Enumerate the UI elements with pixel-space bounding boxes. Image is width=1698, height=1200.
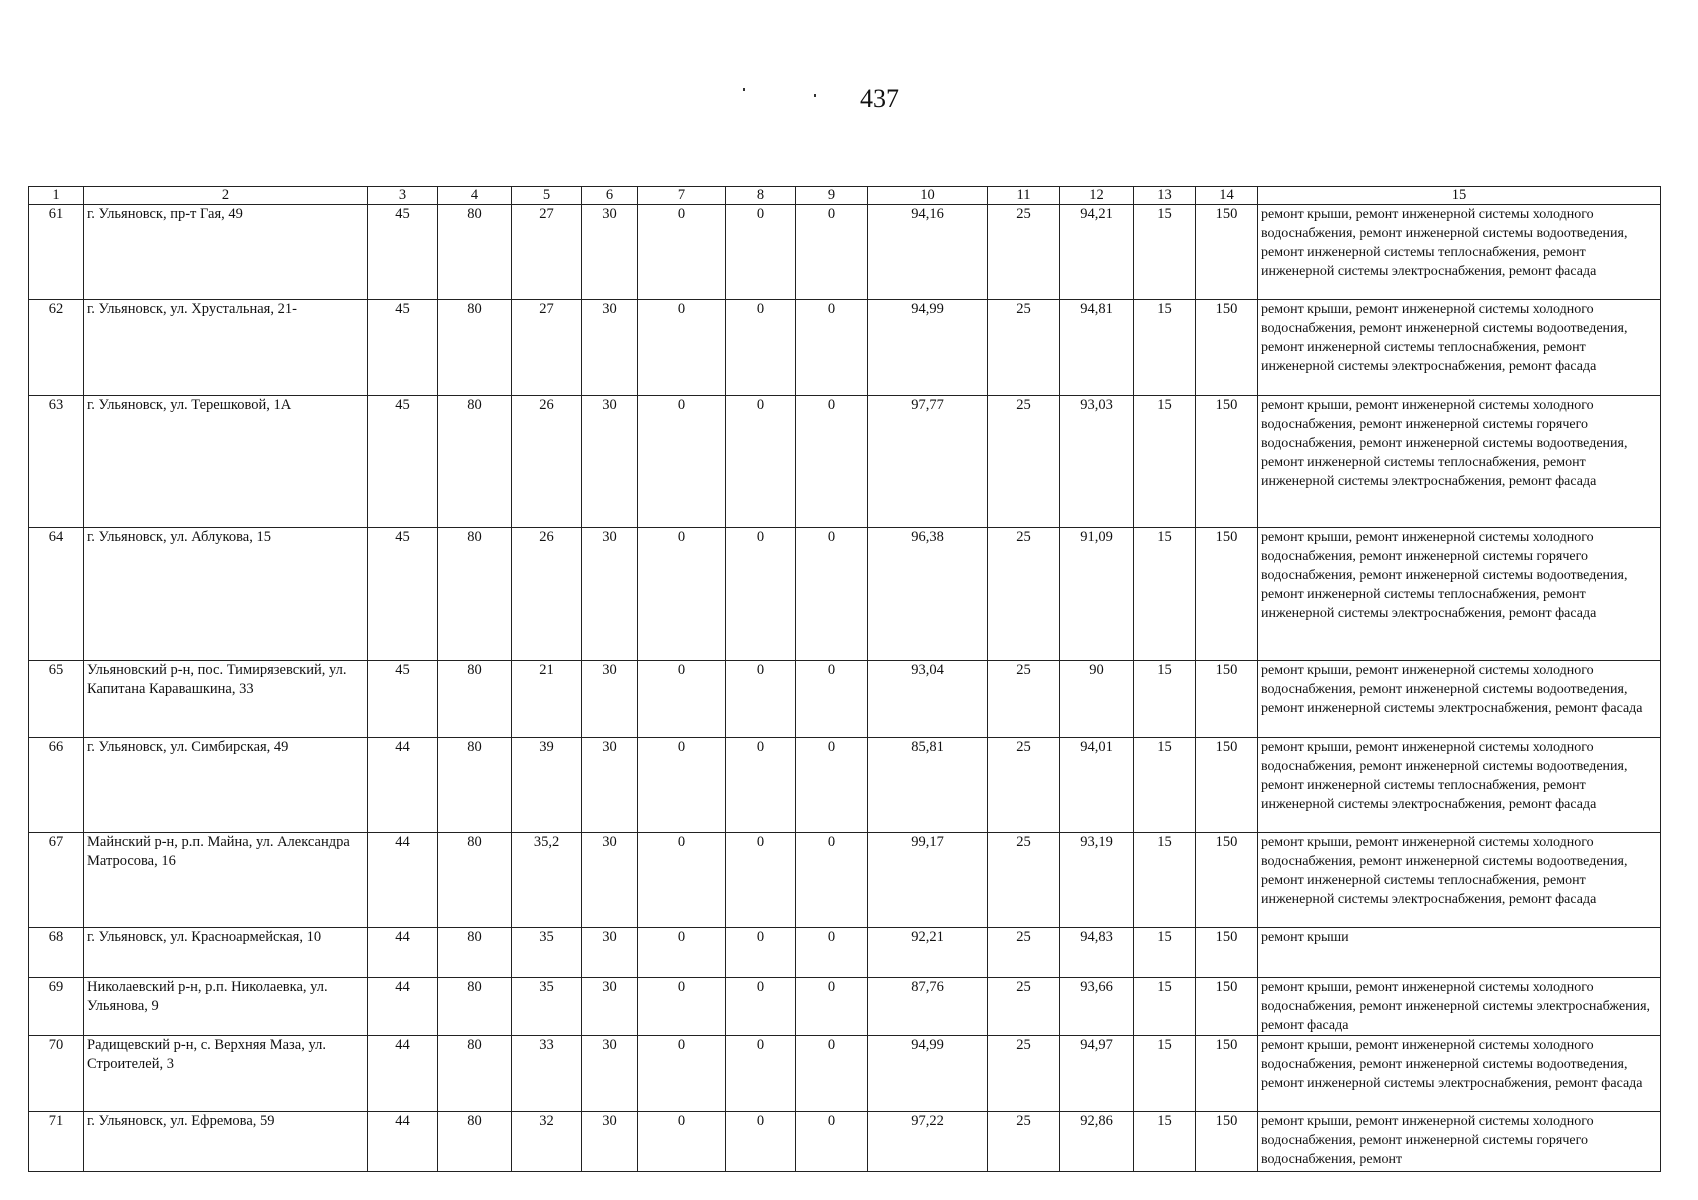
value-cell: 15 (1134, 833, 1196, 928)
value-cell: 25 (988, 1112, 1060, 1172)
column-number: 8 (726, 187, 796, 205)
value-cell: 0 (726, 396, 796, 528)
value-cell: 0 (796, 978, 868, 1036)
row-number: 65 (29, 661, 84, 738)
value-cell: 0 (638, 205, 726, 300)
works-cell: ремонт крыши, ремонт инженерной системы холодного водоснабжения, ремонт инженерной системы горячего водоснабжения, ремонт (1258, 1112, 1661, 1172)
value-cell: 80 (438, 300, 512, 396)
column-number: 13 (1134, 187, 1196, 205)
value-cell: 30 (582, 528, 638, 661)
value-cell: 44 (368, 1112, 438, 1172)
value-cell: 0 (638, 661, 726, 738)
table-row (29, 300, 1661, 396)
works-cell: ремонт крыши, ремонт инженерной системы холодного водоснабжения, ремонт инженерной системы водоотведения, ремонт инженерной системы электроснабжения, ремонт фасада (1258, 1036, 1661, 1112)
address-cell: г. Ульяновск, ул. Симбирская, 49 (84, 738, 368, 833)
value-cell: 27 (512, 300, 582, 396)
value-cell: 30 (582, 1112, 638, 1172)
value-cell: 32 (512, 1112, 582, 1172)
value-cell: 80 (438, 738, 512, 833)
table-row (29, 833, 1661, 928)
value-cell: 80 (438, 978, 512, 1036)
address-cell: г. Ульяновск, ул. Ефремова, 59 (84, 1112, 368, 1172)
value-cell: 26 (512, 396, 582, 528)
works-cell: ремонт крыши, ремонт инженерной системы холодного водоснабжения, ремонт инженерной системы водоотведения, ремонт инженерной системы теплоснабжения, ремонт инженерной системы электроснабжения, ремонт фасада (1258, 738, 1661, 833)
value-cell: 30 (582, 661, 638, 738)
value-cell: 0 (796, 300, 868, 396)
value-cell: 0 (638, 833, 726, 928)
column-number: 1 (29, 187, 84, 205)
value-cell: 94,83 (1060, 928, 1134, 978)
table-row (29, 661, 1661, 738)
works-cell: ремонт крыши, ремонт инженерной системы холодного водоснабжения, ремонт инженерной системы горячего водоснабжения, ремонт инженерной системы водоотведения, ремонт инженерной системы теплоснабжения, ремонт инженерной системы электроснабжения, ремонт фасада (1258, 396, 1661, 528)
row-number: 63 (29, 396, 84, 528)
value-cell: 45 (368, 300, 438, 396)
value-cell: 94,21 (1060, 205, 1134, 300)
value-cell: 25 (988, 1036, 1060, 1112)
value-cell: 15 (1134, 1112, 1196, 1172)
value-cell: 15 (1134, 528, 1196, 661)
value-cell: 0 (726, 833, 796, 928)
value-cell: 25 (988, 928, 1060, 978)
value-cell: 0 (638, 978, 726, 1036)
row-number: 64 (29, 528, 84, 661)
value-cell: 30 (582, 205, 638, 300)
table-row (29, 928, 1661, 978)
value-cell: 0 (638, 1036, 726, 1112)
value-cell: 97,77 (868, 396, 988, 528)
value-cell: 25 (988, 738, 1060, 833)
table-row (29, 738, 1661, 833)
value-cell: 35 (512, 978, 582, 1036)
value-cell: 150 (1196, 205, 1258, 300)
value-cell: 44 (368, 738, 438, 833)
value-cell: 90 (1060, 661, 1134, 738)
value-cell: 94,99 (868, 300, 988, 396)
value-cell: 45 (368, 396, 438, 528)
value-cell: 150 (1196, 738, 1258, 833)
value-cell: 93,04 (868, 661, 988, 738)
address-cell: Ульяновский р-н, пос. Тимирязевский, ул. Капитана Каравашкина, 33 (84, 661, 368, 738)
column-number: 7 (638, 187, 726, 205)
value-cell: 15 (1134, 738, 1196, 833)
value-cell: 27 (512, 205, 582, 300)
value-cell: 150 (1196, 300, 1258, 396)
value-cell: 150 (1196, 528, 1258, 661)
value-cell: 150 (1196, 978, 1258, 1036)
column-number: 12 (1060, 187, 1134, 205)
value-cell: 45 (368, 205, 438, 300)
address-cell: Майнский р-н, р.п. Майна, ул. Александра Матросова, 16 (84, 833, 368, 928)
works-cell: ремонт крыши, ремонт инженерной системы холодного водоснабжения, ремонт инженерной системы электроснабжения, ремонт фасада (1258, 978, 1661, 1036)
value-cell: 30 (582, 1036, 638, 1112)
value-cell: 0 (726, 300, 796, 396)
value-cell: 150 (1196, 1112, 1258, 1172)
value-cell: 150 (1196, 661, 1258, 738)
works-cell: ремонт крыши, ремонт инженерной системы холодного водоснабжения, ремонт инженерной системы горячего водоснабжения, ремонт инженерной системы водоотведения, ремонт инженерной системы теплоснабжения, ремонт инженерной системы электроснабжения, ремонт фасада (1258, 528, 1661, 661)
value-cell: 0 (796, 205, 868, 300)
value-cell: 44 (368, 1036, 438, 1112)
value-cell: 0 (726, 661, 796, 738)
value-cell: 80 (438, 1112, 512, 1172)
value-cell: 80 (438, 528, 512, 661)
value-cell: 0 (796, 1112, 868, 1172)
table-row (29, 528, 1661, 661)
column-number: 14 (1196, 187, 1258, 205)
value-cell: 91,09 (1060, 528, 1134, 661)
value-cell: 96,38 (868, 528, 988, 661)
table-row (29, 1036, 1661, 1112)
value-cell: 35 (512, 928, 582, 978)
value-cell: 0 (638, 300, 726, 396)
address-cell: Николаевский р-н, р.п. Николаевка, ул. Ульянова, 9 (84, 978, 368, 1036)
value-cell: 35,2 (512, 833, 582, 928)
value-cell: 97,22 (868, 1112, 988, 1172)
value-cell: 0 (796, 661, 868, 738)
value-cell: 15 (1134, 1036, 1196, 1112)
value-cell: 30 (582, 833, 638, 928)
value-cell: 0 (796, 1036, 868, 1112)
value-cell: 80 (438, 833, 512, 928)
value-cell: 94,01 (1060, 738, 1134, 833)
value-cell: 150 (1196, 1036, 1258, 1112)
address-cell: г. Ульяновск, ул. Терешковой, 1А (84, 396, 368, 528)
column-number: 2 (84, 187, 368, 205)
column-number: 10 (868, 187, 988, 205)
value-cell: 44 (368, 833, 438, 928)
value-cell: 25 (988, 661, 1060, 738)
column-number: 3 (368, 187, 438, 205)
scan-speck (814, 94, 816, 97)
works-cell: ремонт крыши, ремонт инженерной системы холодного водоснабжения, ремонт инженерной системы водоотведения, ремонт инженерной системы теплоснабжения, ремонт инженерной системы электроснабжения, ремонт фасада (1258, 833, 1661, 928)
value-cell: 0 (796, 738, 868, 833)
value-cell: 33 (512, 1036, 582, 1112)
value-cell: 39 (512, 738, 582, 833)
value-cell: 94,16 (868, 205, 988, 300)
value-cell: 0 (726, 978, 796, 1036)
value-cell: 94,81 (1060, 300, 1134, 396)
value-cell: 80 (438, 205, 512, 300)
register-table (28, 186, 1661, 1172)
address-cell: Радищевский р-н, с. Верхняя Маза, ул. Строителей, 3 (84, 1036, 368, 1112)
value-cell: 0 (638, 738, 726, 833)
address-cell: г. Ульяновск, ул. Хрустальная, 21- (84, 300, 368, 396)
value-cell: 30 (582, 396, 638, 528)
value-cell: 0 (638, 528, 726, 661)
value-cell: 85,81 (868, 738, 988, 833)
value-cell: 0 (796, 396, 868, 528)
value-cell: 21 (512, 661, 582, 738)
value-cell: 0 (796, 528, 868, 661)
row-number: 68 (29, 928, 84, 978)
row-number: 67 (29, 833, 84, 928)
address-cell: г. Ульяновск, пр-т Гая, 49 (84, 205, 368, 300)
works-cell: ремонт крыши, ремонт инженерной системы холодного водоснабжения, ремонт инженерной системы водоотведения, ремонт инженерной системы теплоснабжения, ремонт инженерной системы электроснабжения, ремонт фасада (1258, 300, 1661, 396)
value-cell: 0 (726, 528, 796, 661)
page-number: 437 (860, 84, 899, 113)
value-cell: 25 (988, 833, 1060, 928)
row-number: 69 (29, 978, 84, 1036)
value-cell: 92,21 (868, 928, 988, 978)
value-cell: 0 (638, 396, 726, 528)
address-cell: г. Ульяновск, ул. Красноармейская, 10 (84, 928, 368, 978)
works-cell: ремонт крыши (1258, 928, 1661, 978)
value-cell: 0 (796, 928, 868, 978)
value-cell: 25 (988, 396, 1060, 528)
value-cell: 30 (582, 928, 638, 978)
column-number: 6 (582, 187, 638, 205)
works-cell: ремонт крыши, ремонт инженерной системы холодного водоснабжения, ремонт инженерной системы водоотведения, ремонт инженерной системы электроснабжения, ремонт фасада (1258, 661, 1661, 738)
value-cell: 80 (438, 928, 512, 978)
value-cell: 80 (438, 396, 512, 528)
value-cell: 25 (988, 300, 1060, 396)
value-cell: 80 (438, 1036, 512, 1112)
value-cell: 0 (796, 833, 868, 928)
table-row (29, 396, 1661, 528)
value-cell: 15 (1134, 978, 1196, 1036)
value-cell: 15 (1134, 396, 1196, 528)
value-cell: 15 (1134, 661, 1196, 738)
value-cell: 0 (638, 928, 726, 978)
row-number: 62 (29, 300, 84, 396)
value-cell: 25 (988, 528, 1060, 661)
value-cell: 80 (438, 661, 512, 738)
value-cell: 30 (582, 300, 638, 396)
value-cell: 99,17 (868, 833, 988, 928)
value-cell: 30 (582, 738, 638, 833)
value-cell: 0 (726, 738, 796, 833)
value-cell: 93,66 (1060, 978, 1134, 1036)
value-cell: 0 (638, 1112, 726, 1172)
value-cell: 26 (512, 528, 582, 661)
value-cell: 44 (368, 978, 438, 1036)
value-cell: 30 (582, 978, 638, 1036)
value-cell: 25 (988, 205, 1060, 300)
row-number: 71 (29, 1112, 84, 1172)
column-number: 11 (988, 187, 1060, 205)
value-cell: 45 (368, 528, 438, 661)
value-cell: 15 (1134, 928, 1196, 978)
scan-speck (743, 88, 745, 91)
value-cell: 45 (368, 661, 438, 738)
table-row (29, 978, 1661, 1036)
row-number: 61 (29, 205, 84, 300)
table-row (29, 1112, 1661, 1172)
value-cell: 15 (1134, 205, 1196, 300)
value-cell: 94,99 (868, 1036, 988, 1112)
row-number: 66 (29, 738, 84, 833)
table-row (29, 205, 1661, 300)
value-cell: 15 (1134, 300, 1196, 396)
column-number: 15 (1258, 187, 1661, 205)
value-cell: 0 (726, 1112, 796, 1172)
column-number: 9 (796, 187, 868, 205)
value-cell: 44 (368, 928, 438, 978)
value-cell: 150 (1196, 833, 1258, 928)
value-cell: 94,97 (1060, 1036, 1134, 1112)
value-cell: 150 (1196, 928, 1258, 978)
value-cell: 0 (726, 1036, 796, 1112)
works-cell: ремонт крыши, ремонт инженерной системы холодного водоснабжения, ремонт инженерной системы водоотведения, ремонт инженерной системы теплоснабжения, ремонт инженерной системы электроснабжения, ремонт фасада (1258, 205, 1661, 300)
value-cell: 87,76 (868, 978, 988, 1036)
value-cell: 25 (988, 978, 1060, 1036)
address-cell: г. Ульяновск, ул. Аблукова, 15 (84, 528, 368, 661)
value-cell: 0 (726, 205, 796, 300)
value-cell: 93,19 (1060, 833, 1134, 928)
value-cell: 93,03 (1060, 396, 1134, 528)
value-cell: 92,86 (1060, 1112, 1134, 1172)
column-number-row (29, 187, 1661, 205)
value-cell: 150 (1196, 396, 1258, 528)
column-number: 4 (438, 187, 512, 205)
value-cell: 0 (726, 928, 796, 978)
column-number: 5 (512, 187, 582, 205)
row-number: 70 (29, 1036, 84, 1112)
